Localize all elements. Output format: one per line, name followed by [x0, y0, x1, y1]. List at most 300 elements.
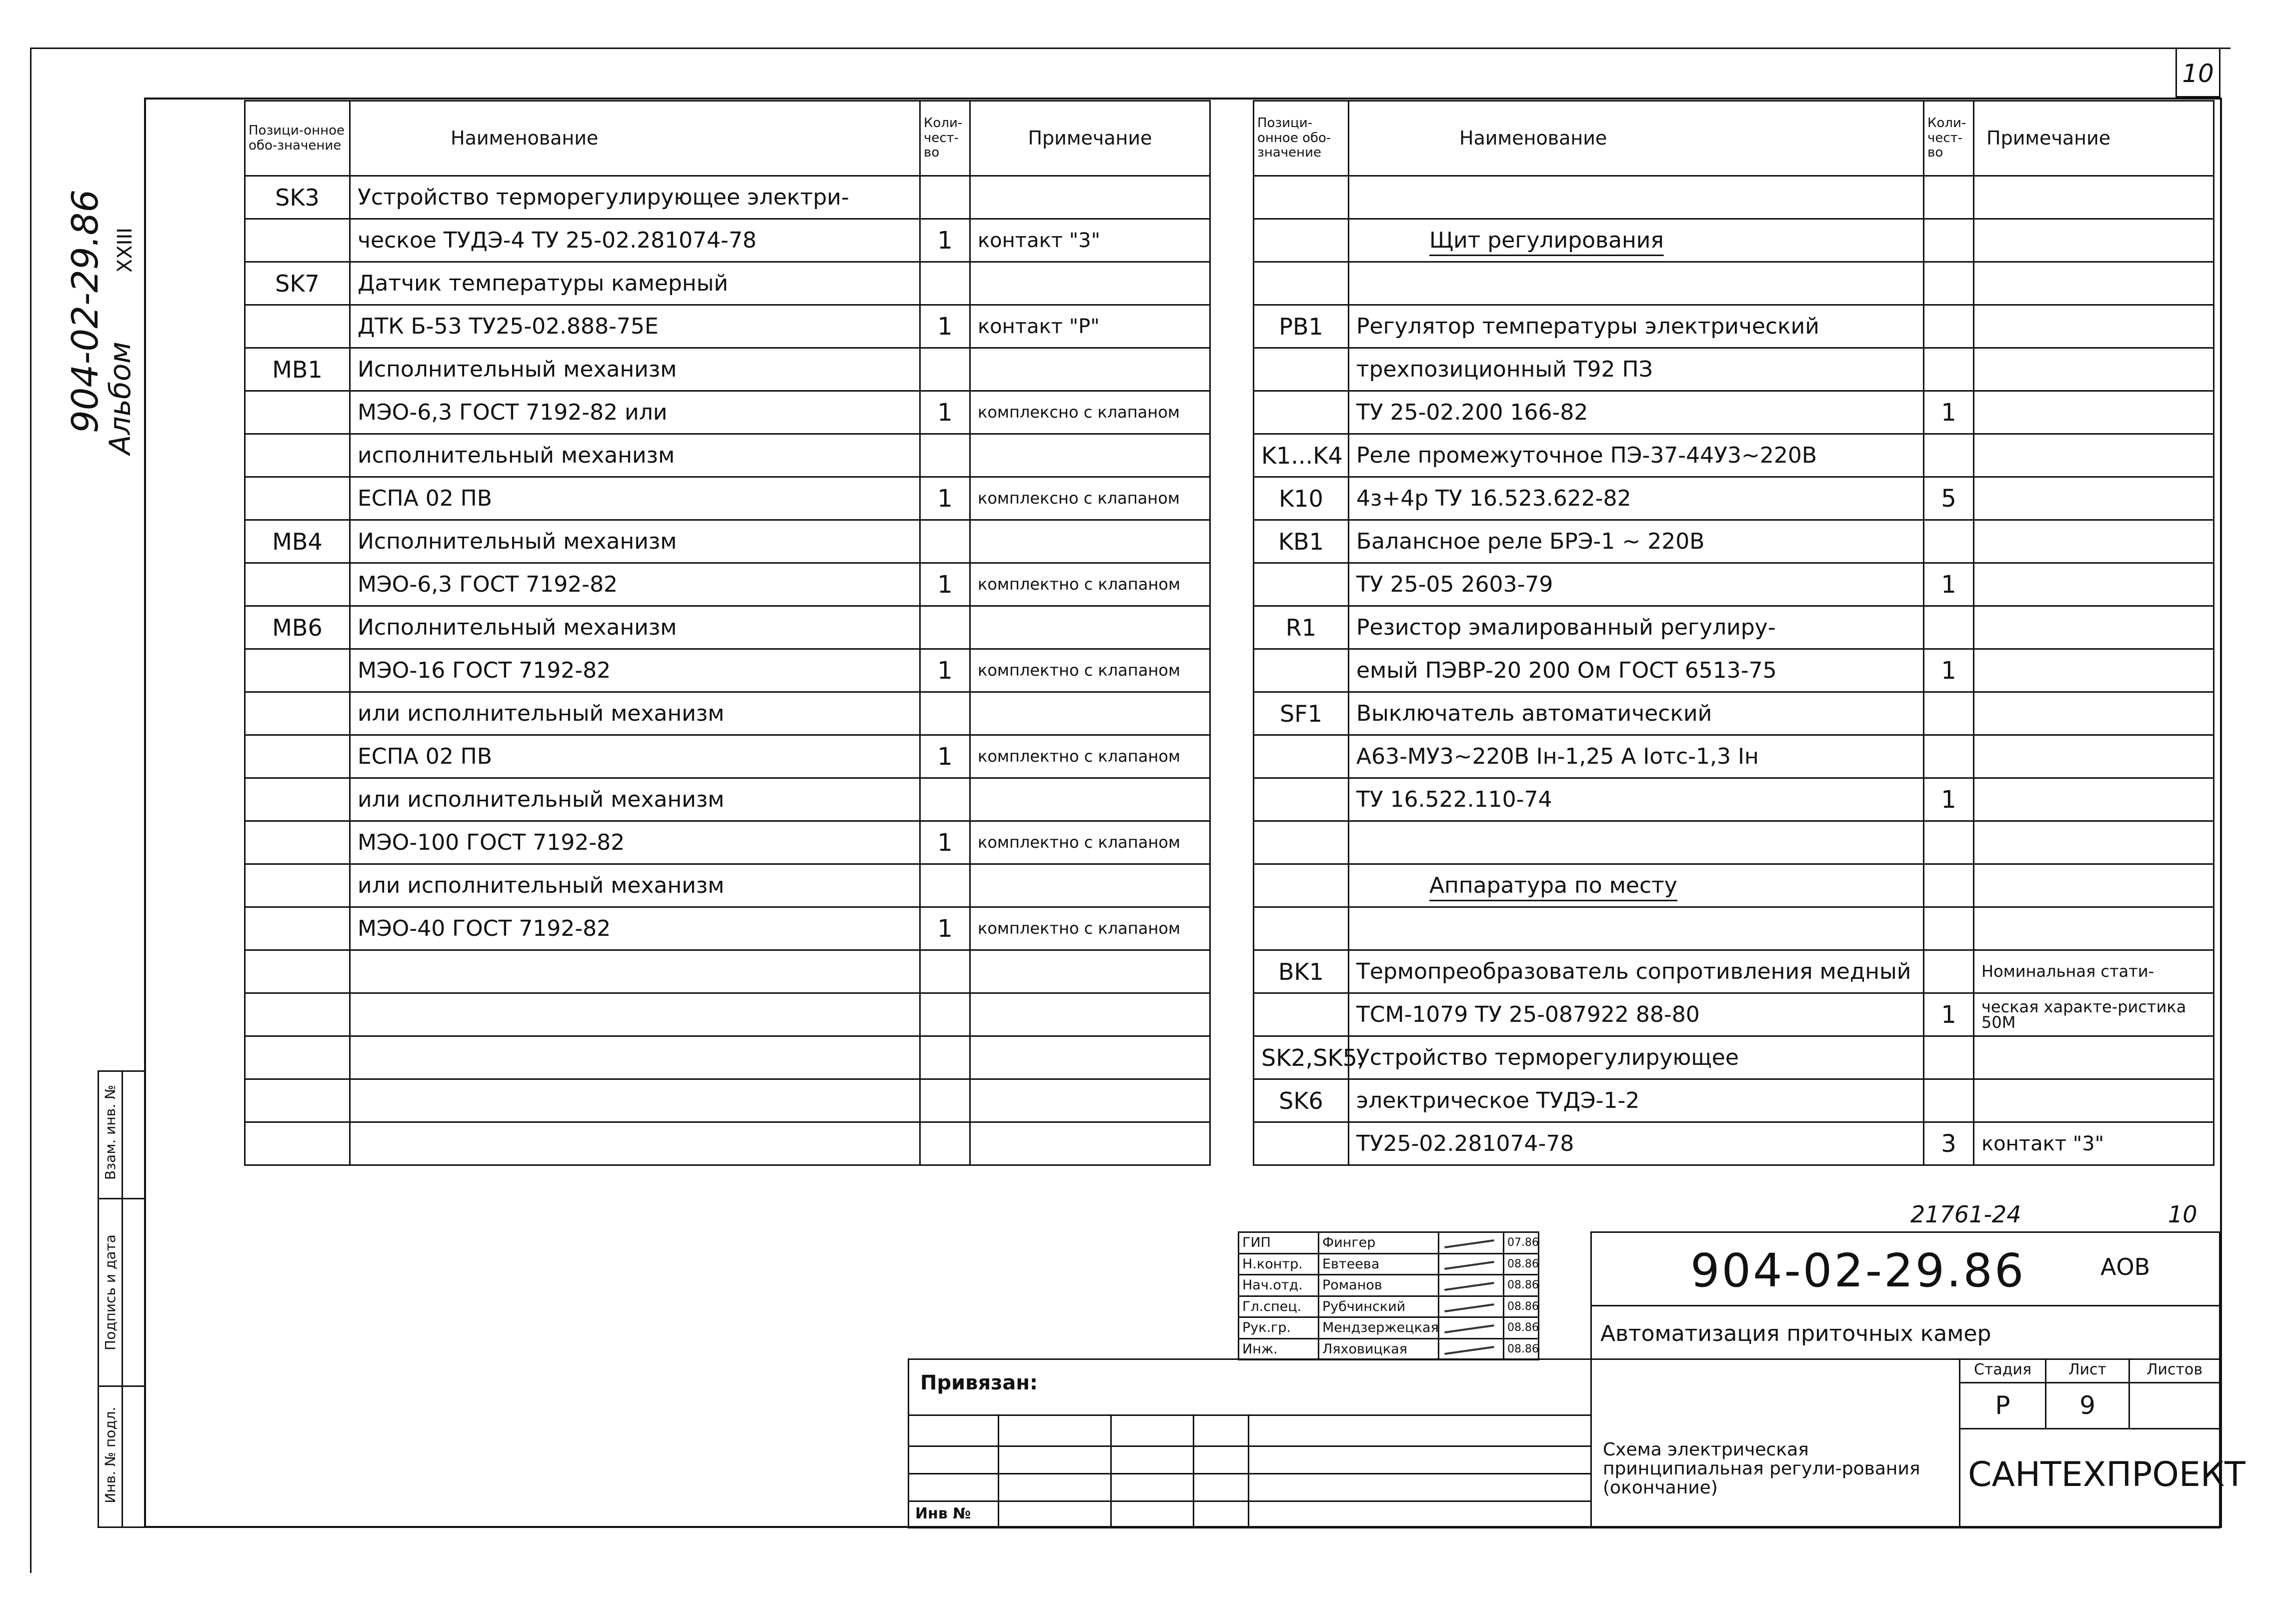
table-row: [245, 1122, 1210, 1165]
signature-mark: [1444, 1303, 1494, 1312]
note-cell: [1974, 821, 2214, 864]
position-cell: [1254, 262, 1349, 305]
attached-col-1: [998, 1414, 999, 1528]
table-row: [1254, 219, 2214, 262]
table-row: [1254, 434, 2214, 477]
quantity-cell: [1924, 262, 1974, 305]
position-cell: MB4: [245, 520, 350, 563]
quantity-cell: [920, 1122, 970, 1165]
position-cell: [245, 864, 350, 907]
side-stamp-replace: Взам. инв. №: [102, 1084, 119, 1180]
note-cell: [970, 950, 1210, 993]
quantity-cell: 1: [920, 649, 970, 692]
note-cell: [970, 1036, 1210, 1079]
quantity-cell: [1924, 1036, 1974, 1079]
quantity-cell: [1924, 434, 1974, 477]
order-number: 21761-24: [1910, 1201, 2021, 1228]
col-header-name: Наименование: [350, 101, 920, 176]
note-cell: [970, 262, 1210, 305]
table-row: [245, 649, 1210, 692]
table-row: [1254, 520, 2214, 563]
signature-cell: [1438, 1316, 1504, 1339]
name-cell: Резистор эмалированный регулиру-: [1349, 606, 1924, 649]
name-cell: МЭО-6,3 ГОСТ 7192-82: [350, 563, 920, 606]
position-cell: MB6: [245, 606, 350, 649]
position-cell: [245, 219, 350, 262]
name-cell: или исполнительный механизм: [350, 692, 920, 735]
quantity-cell: [920, 692, 970, 735]
table-row: [245, 606, 1210, 649]
position-cell: SF1: [1254, 692, 1349, 735]
quantity-cell: [1924, 305, 1974, 348]
quantity-cell: [1924, 219, 1974, 262]
name-cell: или исполнительный механизм: [350, 778, 920, 821]
name-cell: ТСМ-1079 ТУ 25-087922 88-80: [1349, 993, 1924, 1036]
position-cell: SK7: [245, 262, 350, 305]
name-cell: ТУ 25-02.200 166-82: [1349, 391, 1924, 434]
table-row: [245, 950, 1210, 993]
position-cell: [245, 391, 350, 434]
name-cell: [1349, 907, 1924, 950]
quantity-cell: 1: [920, 477, 970, 520]
note-cell: [970, 434, 1210, 477]
signature-cell: [1438, 1253, 1504, 1276]
table-row: [1254, 391, 2214, 434]
project-name: Автоматизация приточных камер: [1600, 1321, 1991, 1346]
name-cell: [1349, 176, 1924, 219]
note-cell: [1974, 907, 2214, 950]
quantity-cell: 1: [1924, 649, 1974, 692]
note-cell: [970, 692, 1210, 735]
note-cell: [1974, 434, 2214, 477]
quantity-cell: 1: [920, 563, 970, 606]
note-cell: [1974, 864, 2214, 907]
position-cell: [245, 434, 350, 477]
attached-line-3: [908, 1473, 1592, 1474]
note-cell: [970, 1079, 1210, 1122]
name-cell: ческое ТУДЭ-4 ТУ 25-02.281074-78: [350, 219, 920, 262]
note-cell: [1974, 520, 2214, 563]
date-cell: 08.86: [1503, 1338, 1539, 1361]
role-cell: Н.контр.: [1238, 1253, 1319, 1276]
name-cell: МЭО-100 ГОСТ 7192-82: [350, 821, 920, 864]
note-cell: [970, 606, 1210, 649]
signature-cell: [1438, 1295, 1504, 1318]
name-cell: Устройство терморегулирующее электри-: [350, 176, 920, 219]
col-header-qty: Коли-чест-во: [920, 101, 970, 176]
name-cell: Термопреобразователь сопротивления медный: [1349, 950, 1924, 993]
table-row: [1254, 993, 2214, 1036]
name-cell: электрическое ТУДЭ-1-2: [1349, 1079, 1924, 1122]
drawing-title: Схема электрическая принципиальная регули-рования (окончание): [1603, 1439, 1920, 1498]
name-cell: [350, 1036, 920, 1079]
table-row: [1254, 606, 2214, 649]
note-cell: комплектно с клапаном: [970, 563, 1210, 606]
role-cell: Гл.спец.: [1238, 1295, 1319, 1318]
quantity-cell: [920, 520, 970, 563]
signature-cell: [1438, 1274, 1504, 1297]
table-row: [245, 305, 1210, 348]
sheet-corner-box: [2175, 48, 2220, 98]
note-cell: [1974, 778, 2214, 821]
name-cell: [1349, 219, 1924, 262]
signature-mark: [1444, 1324, 1494, 1333]
note-cell: [1974, 606, 2214, 649]
col-header-note: Примечание: [1974, 101, 2214, 176]
name-cell: или исполнительный механизм: [350, 864, 920, 907]
table-row: [1254, 176, 2214, 219]
quantity-cell: 1: [920, 907, 970, 950]
position-cell: [245, 692, 350, 735]
note-cell: комплексно с клапаном: [970, 391, 1210, 434]
position-cell: [245, 305, 350, 348]
name-cell: [350, 1122, 920, 1165]
note-cell: комплектно с клапаном: [970, 907, 1210, 950]
position-cell: [1254, 348, 1349, 391]
inventory-label: Инв №: [915, 1505, 971, 1522]
attached-col-4: [1248, 1414, 1249, 1528]
table-row: [245, 692, 1210, 735]
table-row: [245, 520, 1210, 563]
table-row: [245, 821, 1210, 864]
table-row: [1254, 735, 2214, 778]
quantity-cell: [1924, 606, 1974, 649]
designation-code: 904-02-29.86: [1690, 1244, 2026, 1297]
col-header-qty: Коли-чест-во: [1924, 101, 1974, 176]
left-spec-table: [244, 100, 1211, 1166]
note-cell: контакт "Р": [970, 305, 1210, 348]
position-cell: [245, 1036, 350, 1079]
album-label: Альбом: [103, 342, 137, 455]
attached-col-3: [1193, 1414, 1194, 1528]
table-row: [245, 348, 1210, 391]
position-cell: PB1: [1254, 305, 1349, 348]
quantity-cell: [1924, 950, 1974, 993]
table-row: [245, 391, 1210, 434]
position-cell: [245, 563, 350, 606]
name-cell: Евтеева: [1318, 1253, 1439, 1276]
sheets-label: Листов: [2128, 1358, 2220, 1383]
name-cell: Исполнительный механизм: [350, 606, 920, 649]
position-cell: MB1: [245, 348, 350, 391]
position-cell: [245, 778, 350, 821]
name-cell: Выключатель автоматический: [1349, 692, 1924, 735]
table-row: [1254, 1036, 2214, 1079]
table-row: [1254, 348, 2214, 391]
quantity-cell: [1924, 692, 1974, 735]
quantity-cell: 1: [1924, 391, 1974, 434]
position-cell: K1...K4: [1254, 434, 1349, 477]
quantity-cell: [920, 993, 970, 1036]
attached-line-4: [908, 1500, 1592, 1502]
table-row: [1254, 262, 2214, 305]
quantity-cell: [1924, 821, 1974, 864]
name-cell: Исполнительный механизм: [350, 348, 920, 391]
position-cell: [1254, 907, 1349, 950]
table-row: [245, 434, 1210, 477]
quantity-cell: 1: [920, 391, 970, 434]
name-cell: МЭО-6,3 ГОСТ 7192-82 или: [350, 391, 920, 434]
name-cell: Ляховицкая: [1318, 1338, 1439, 1361]
name-cell: МЭО-40 ГОСТ 7192-82: [350, 907, 920, 950]
name-cell: ЕСПА 02 ПВ: [350, 735, 920, 778]
role-cell: Нач.отд.: [1238, 1274, 1319, 1297]
position-cell: [245, 649, 350, 692]
table-row: [245, 993, 1210, 1036]
table-row: [245, 176, 1210, 219]
name-cell: ТУ 25-05 2603-79: [1349, 563, 1924, 606]
quantity-cell: [1924, 348, 1974, 391]
table-row: [1254, 1122, 2214, 1165]
quantity-cell: [1924, 735, 1974, 778]
note-cell: комплектно с клапаном: [970, 649, 1210, 692]
position-cell: [245, 735, 350, 778]
side-stamp-row-2: [98, 1385, 146, 1387]
position-cell: [1254, 864, 1349, 907]
quantity-cell: [920, 864, 970, 907]
position-cell: [1254, 735, 1349, 778]
table-row: [245, 262, 1210, 305]
name-cell: Мендзержецкая: [1318, 1316, 1439, 1339]
col-header-name: Наименование: [1349, 101, 1924, 176]
role-cell: Рук.гр.: [1238, 1316, 1319, 1339]
quantity-cell: [1924, 520, 1974, 563]
signature-mark: [1444, 1346, 1494, 1355]
quantity-cell: [920, 176, 970, 219]
quantity-cell: [1924, 176, 1974, 219]
position-cell: [1254, 219, 1349, 262]
quantity-cell: [920, 1079, 970, 1122]
position-cell: SK6: [1254, 1079, 1349, 1122]
position-cell: [1254, 778, 1349, 821]
table-row: [1254, 477, 2214, 520]
quantity-cell: [920, 950, 970, 993]
quantity-cell: [1924, 864, 1974, 907]
role-cell: Инж.: [1238, 1338, 1319, 1361]
note-cell: [1974, 649, 2214, 692]
position-cell: [245, 907, 350, 950]
position-cell: [245, 950, 350, 993]
name-cell: ТУ25-02.281074-78: [1349, 1122, 1924, 1165]
quantity-cell: [1924, 1079, 1974, 1122]
quantity-cell: 1: [1924, 778, 1974, 821]
name-cell: Регулятор температуры электрический: [1349, 305, 1924, 348]
note-cell: [1974, 735, 2214, 778]
signature-mark: [1444, 1282, 1494, 1291]
position-cell: [1254, 176, 1349, 219]
table-row: [1254, 907, 2214, 950]
name-cell: [1349, 262, 1924, 305]
table-row: [1254, 778, 2214, 821]
note-cell: [1974, 1036, 2214, 1079]
note-cell: комплектно с клапаном: [970, 735, 1210, 778]
position-cell: [1254, 563, 1349, 606]
table-row: [1254, 563, 2214, 606]
table-row: [245, 778, 1210, 821]
name-cell: Реле промежуточное ПЭ-37-44У3~220В: [1349, 434, 1924, 477]
col-header-pos: Позици-онное обо-значение: [1254, 101, 1349, 176]
position-cell: R1: [1254, 606, 1349, 649]
section-heading: Аппаратура по месту: [1429, 873, 1677, 898]
position-cell: [245, 1079, 350, 1122]
note-cell: [970, 348, 1210, 391]
quantity-cell: [920, 778, 970, 821]
position-cell: [245, 821, 350, 864]
date-cell: 08.86: [1503, 1253, 1539, 1276]
signature-mark: [1444, 1239, 1494, 1248]
note-cell: [970, 176, 1210, 219]
name-cell: 4з+4р ТУ 16.523.622-82: [1349, 477, 1924, 520]
name-cell: Рубчинский: [1318, 1295, 1439, 1318]
note-cell: [1974, 305, 2214, 348]
quantity-cell: 1: [1924, 563, 1974, 606]
note-cell: [1974, 262, 2214, 305]
quantity-cell: 3: [1924, 1122, 1974, 1165]
quantity-cell: 1: [920, 821, 970, 864]
attached-col-2: [1110, 1414, 1112, 1528]
table-row: [1254, 305, 2214, 348]
name-cell: исполнительный механизм: [350, 434, 920, 477]
quantity-cell: [920, 606, 970, 649]
date-cell: 08.86: [1503, 1316, 1539, 1339]
name-cell: Романов: [1318, 1274, 1439, 1297]
table-row: [1254, 821, 2214, 864]
album-volume: XXIII: [114, 227, 137, 273]
note-cell: [1974, 348, 2214, 391]
side-stamp-signature: Подпись и дата: [102, 1234, 119, 1350]
position-cell: [245, 477, 350, 520]
position-cell: [1254, 821, 1349, 864]
note-cell: [970, 1122, 1210, 1165]
quantity-cell: 1: [920, 305, 970, 348]
name-cell: ЕСПА 02 ПВ: [350, 477, 920, 520]
position-cell: SK2,SK5,: [1254, 1036, 1349, 1079]
signature-cell: [1438, 1231, 1504, 1254]
sheets-value: [2128, 1382, 2220, 1429]
note-cell: ческая характе-ристика 50М: [1974, 993, 2214, 1036]
top-sheet-line: [30, 48, 2230, 49]
quantity-cell: [920, 1036, 970, 1079]
note-cell: [1974, 176, 2214, 219]
table-row: [245, 477, 1210, 520]
note-cell: [970, 993, 1210, 1036]
name-cell: [350, 1079, 920, 1122]
stage-value: Р: [1959, 1382, 2046, 1429]
position-cell: [1254, 993, 1349, 1036]
table-row: [1254, 950, 2214, 993]
note-cell: [1974, 1079, 2214, 1122]
name-cell: [350, 993, 920, 1036]
position-cell: BK1: [1254, 950, 1349, 993]
sheet-corner-number: 10: [2182, 59, 2214, 88]
section-heading: Щит регулирования: [1429, 228, 1664, 253]
name-cell: Датчик температуры камерный: [350, 262, 920, 305]
quantity-cell: [1924, 907, 1974, 950]
name-cell: Фингер: [1318, 1231, 1439, 1254]
table-row: [245, 735, 1210, 778]
table-row: [245, 1079, 1210, 1122]
name-cell: Устройство терморегулирующее: [1349, 1036, 1924, 1079]
position-cell: [1254, 1122, 1349, 1165]
stage-label: Стадия: [1959, 1358, 2046, 1383]
sheet-label: Лист: [2045, 1358, 2130, 1383]
col-header-pos: Позици-онное обо-значение: [245, 101, 350, 176]
title-sheet-top: 10: [2168, 1201, 2197, 1228]
table-row: [245, 563, 1210, 606]
name-cell: трехпозиционный Т92 ПЗ: [1349, 348, 1924, 391]
name-cell: емый ПЭВР-20 200 Ом ГОСТ 6513-75: [1349, 649, 1924, 692]
name-cell: Исполнительный механизм: [350, 520, 920, 563]
album-code: 904-02-29.86: [64, 189, 106, 433]
name-cell: [1349, 864, 1924, 907]
drawing-mark: АОВ: [2100, 1253, 2150, 1280]
quantity-cell: 1: [920, 735, 970, 778]
name-cell: [350, 950, 920, 993]
side-stamp-inv: Инв. № подл.: [102, 1406, 119, 1503]
left-sheet-line: [30, 48, 32, 1573]
note-cell: [1974, 563, 2214, 606]
table-row: [245, 864, 1210, 907]
note-cell: контакт "3": [1974, 1122, 2214, 1165]
table-row: [245, 1036, 1210, 1079]
note-cell: комплектно с клапаном: [970, 821, 1210, 864]
position-cell: SK3: [245, 176, 350, 219]
name-cell: А63-МУ3~220В Iн-1,25 А Iотс-1,3 Iн: [1349, 735, 1924, 778]
date-cell: 07.86: [1503, 1231, 1539, 1254]
note-cell: [970, 778, 1210, 821]
table-row: [245, 219, 1210, 262]
note-cell: [970, 520, 1210, 563]
quantity-cell: 1: [920, 219, 970, 262]
position-cell: [1254, 649, 1349, 692]
date-cell: 08.86: [1503, 1295, 1539, 1318]
attached-line-1: [908, 1414, 1592, 1416]
note-cell: [1974, 477, 2214, 520]
table-row: [1254, 864, 2214, 907]
organization-name: САНТЕХПРОЕКТ: [1968, 1455, 2245, 1494]
position-cell: [1254, 391, 1349, 434]
quantity-cell: [920, 348, 970, 391]
note-cell: комплексно с клапаном: [970, 477, 1210, 520]
note-cell: [1974, 219, 2214, 262]
name-cell: Балансное реле БРЭ-1 ~ 220В: [1349, 520, 1924, 563]
sheet-value: 9: [2045, 1382, 2130, 1429]
attached-label: Привязан:: [920, 1371, 1038, 1394]
signature-cell: [1438, 1338, 1504, 1361]
name-cell: [1349, 821, 1924, 864]
position-cell: [245, 1122, 350, 1165]
quantity-cell: [920, 434, 970, 477]
role-cell: ГИП: [1238, 1231, 1319, 1254]
quantity-cell: 5: [1924, 477, 1974, 520]
position-cell: KB1: [1254, 520, 1349, 563]
note-cell: Номинальная стати-: [1974, 950, 2214, 993]
side-stamp-divider: [122, 1070, 123, 1528]
note-cell: [1974, 391, 2214, 434]
attached-line-2: [908, 1445, 1592, 1447]
name-cell: ДТК Б-53 ТУ25-02.888-75Е: [350, 305, 920, 348]
table-row: [1254, 1079, 2214, 1122]
quantity-cell: [920, 262, 970, 305]
note-cell: [970, 864, 1210, 907]
side-stamp-row-1: [98, 1198, 146, 1199]
note-cell: [1974, 692, 2214, 735]
position-cell: K10: [1254, 477, 1349, 520]
signature-mark: [1444, 1261, 1494, 1270]
table-row: [245, 907, 1210, 950]
table-row: [1254, 692, 2214, 735]
note-cell: контакт "3": [970, 219, 1210, 262]
